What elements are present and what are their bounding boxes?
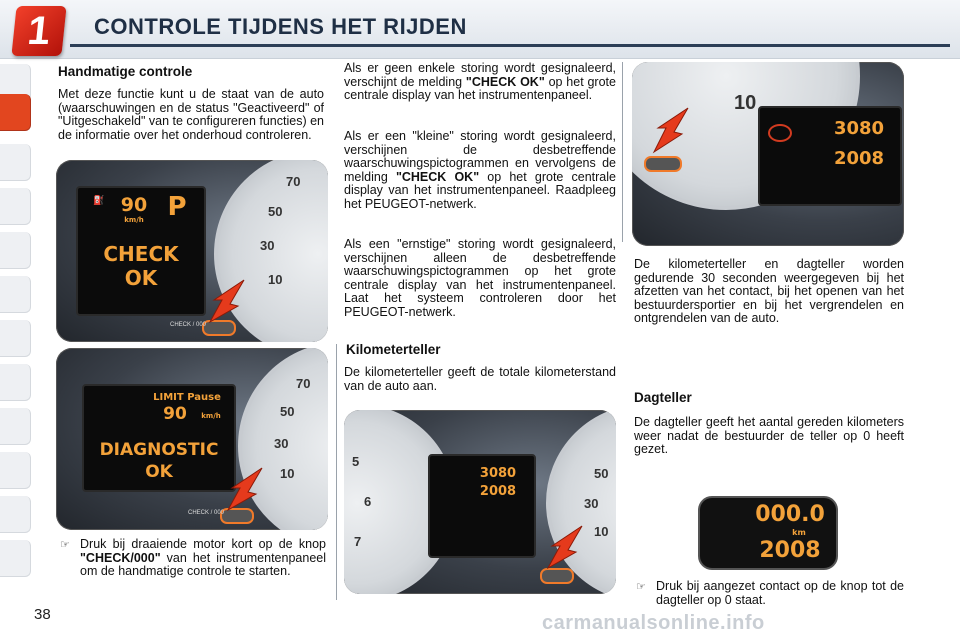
intro-paragraph: Met deze functie kunt u de staat van de auto (waarschuwingen en de status "Geactiveerd" of "Uitgeschakeld" van te configureren functies) en de informatie over het onderhoud controleren. — [58, 87, 324, 142]
instrument-panel-photo-odometer — [344, 410, 616, 594]
watermark: carmanualsonline.info — [542, 612, 765, 634]
pointer-arrow-icon — [540, 524, 590, 570]
gauge-number: 10 — [280, 466, 295, 481]
central-display — [76, 186, 206, 316]
button-label: CHECK / 000 — [188, 510, 225, 516]
gauge-number: 50 — [280, 404, 295, 419]
trip-display — [698, 496, 838, 570]
section-heading-handmatige: Handmatige controle — [58, 64, 193, 79]
chapter-badge: 1 — [11, 6, 66, 56]
ok-label: OK — [124, 266, 158, 290]
chapter-tab[interactable] — [0, 540, 31, 577]
gauge-number: 30 — [274, 436, 289, 451]
paragraph-serious-fault: Als een "ernstige" storing wordt gesignaleerd, verschijnen alleen de desbetreffende waarschuwingspictogrammen op het grote centrale display van het instrumentenpaneel. Laat het systeem controleren door het PEUGEOT-netwerk. — [344, 237, 616, 319]
diagnostic-label: DIAGNOSTIC — [99, 440, 219, 460]
gauge-number: 50 — [594, 466, 609, 481]
trip-value: 2008 — [833, 148, 885, 169]
page-number: 38 — [34, 606, 51, 623]
dagteller-text: De dagteller geeft het aantal gereden kilometers weer nadat de bestuurder de teller op 0 heeft gezet. — [634, 415, 904, 456]
gauge-number: 30 — [584, 496, 599, 511]
trip-unit: km — [792, 528, 806, 537]
header-rule — [70, 44, 950, 47]
pointer-arrow-icon — [202, 278, 252, 324]
chapter-tab[interactable] — [0, 364, 31, 401]
button-label: CHECK / 000 — [170, 322, 207, 328]
bullet-hand-icon: ☞ — [636, 581, 646, 593]
pointer-arrow-icon — [646, 106, 696, 156]
odometer-value: 3080 — [479, 466, 517, 481]
chapter-tab[interactable] — [0, 320, 31, 357]
gauge-number: 10 — [594, 524, 609, 539]
chapter-tab[interactable] — [0, 276, 31, 313]
column-divider — [336, 344, 337, 600]
gauge-number: 6 — [364, 494, 372, 509]
fuel-icon: ⛽ — [93, 196, 105, 206]
chapter-tab[interactable] — [0, 232, 31, 269]
abs-warning-icon — [768, 124, 792, 142]
instrument-panel-photo-diagnostic — [56, 348, 328, 530]
gauge-number: 7 — [354, 534, 362, 549]
trip-zero-value: 000.0 — [755, 502, 825, 527]
trip-value: 2008 — [479, 484, 517, 499]
column-divider — [622, 62, 623, 242]
paragraph-display-duration: De kilometerteller en dagteller worden gedurende 30 seconden weergegeven bij het afzetten van het contact, bij het openen van het bestuurdersportier en bij het vergrendelen en ontgrendelen van de auto. — [634, 257, 904, 325]
gauge-number: 70 — [286, 174, 301, 189]
gauge-number: 5 — [352, 454, 360, 469]
paragraph-no-fault: Als er geen enkele storing wordt gesignaleerd, verschijnt de melding "CHECK OK" op het grote centrale display van het instrumentenpaneel. — [344, 61, 616, 102]
page-title: CONTROLE TIJDENS HET RIJDEN — [94, 14, 467, 39]
paragraph-minor-fault: Als er een "kleine" storing wordt gesignaleerd, verschijnen de desbetreffende waarschuwingspictogrammen en vervolgens de melding "CHECK OK" op het grote centrale display van het instrumentenpaneel. Raadpleeg het PEUGEOT-netwerk. — [344, 129, 616, 211]
ok-label: OK — [145, 462, 173, 482]
section-heading-kilometerteller: Kilometerteller — [346, 342, 441, 357]
chapter-tab[interactable] — [0, 496, 31, 533]
gauge-number: 10 — [268, 272, 283, 287]
central-display — [758, 106, 902, 206]
chapter-tab[interactable] — [0, 452, 31, 489]
gauge-number: 30 — [260, 238, 275, 253]
speed-value: 90 — [120, 194, 148, 216]
gauge-number: 50 — [268, 204, 283, 219]
central-display — [82, 384, 236, 492]
limit-value: 90 — [163, 404, 187, 424]
limit-unit: km/h — [201, 412, 221, 420]
trip-reset-button[interactable] — [644, 156, 682, 172]
kilometerteller-text: De kilometerteller geeft de totale kilometerstand van de auto aan. — [344, 365, 616, 393]
chapter-tab[interactable] — [0, 408, 31, 445]
chapter-tabs — [0, 64, 32, 584]
section-heading-dagteller: Dagteller — [634, 390, 692, 405]
bullet-instruction-left: Druk bij draaiende motor kort op de knop "CHECK/000" van het instrumentenpaneel om de handmatige controle te starten. — [80, 537, 326, 578]
chapter-tab[interactable] — [0, 144, 31, 181]
odometer-value: 3080 — [833, 118, 885, 139]
bullet-hand-icon: ☞ — [60, 539, 70, 551]
speed-unit: km/h — [124, 216, 144, 224]
trip-bottom-value: 2008 — [759, 538, 821, 563]
gear-indicator: P — [167, 192, 187, 222]
gauge-number: 70 — [296, 376, 311, 391]
gauge-number: 10 — [734, 92, 757, 114]
instrument-panel-photo-close — [632, 62, 904, 246]
chapter-tab[interactable] — [0, 188, 31, 225]
bullet-instruction-right: Druk bij aangezet contact op de knop tot de dagteller op 0 staat. — [656, 579, 904, 607]
instrument-panel-photo-check — [56, 160, 328, 342]
trip-reset-button[interactable] — [540, 568, 574, 584]
central-display — [428, 454, 536, 558]
limit-label: LIMIT Pause — [153, 392, 221, 403]
page-header — [0, 0, 960, 59]
pointer-arrow-icon — [220, 466, 270, 512]
chapter-tab-active[interactable] — [0, 94, 31, 131]
check-label: CHECK — [103, 242, 179, 266]
